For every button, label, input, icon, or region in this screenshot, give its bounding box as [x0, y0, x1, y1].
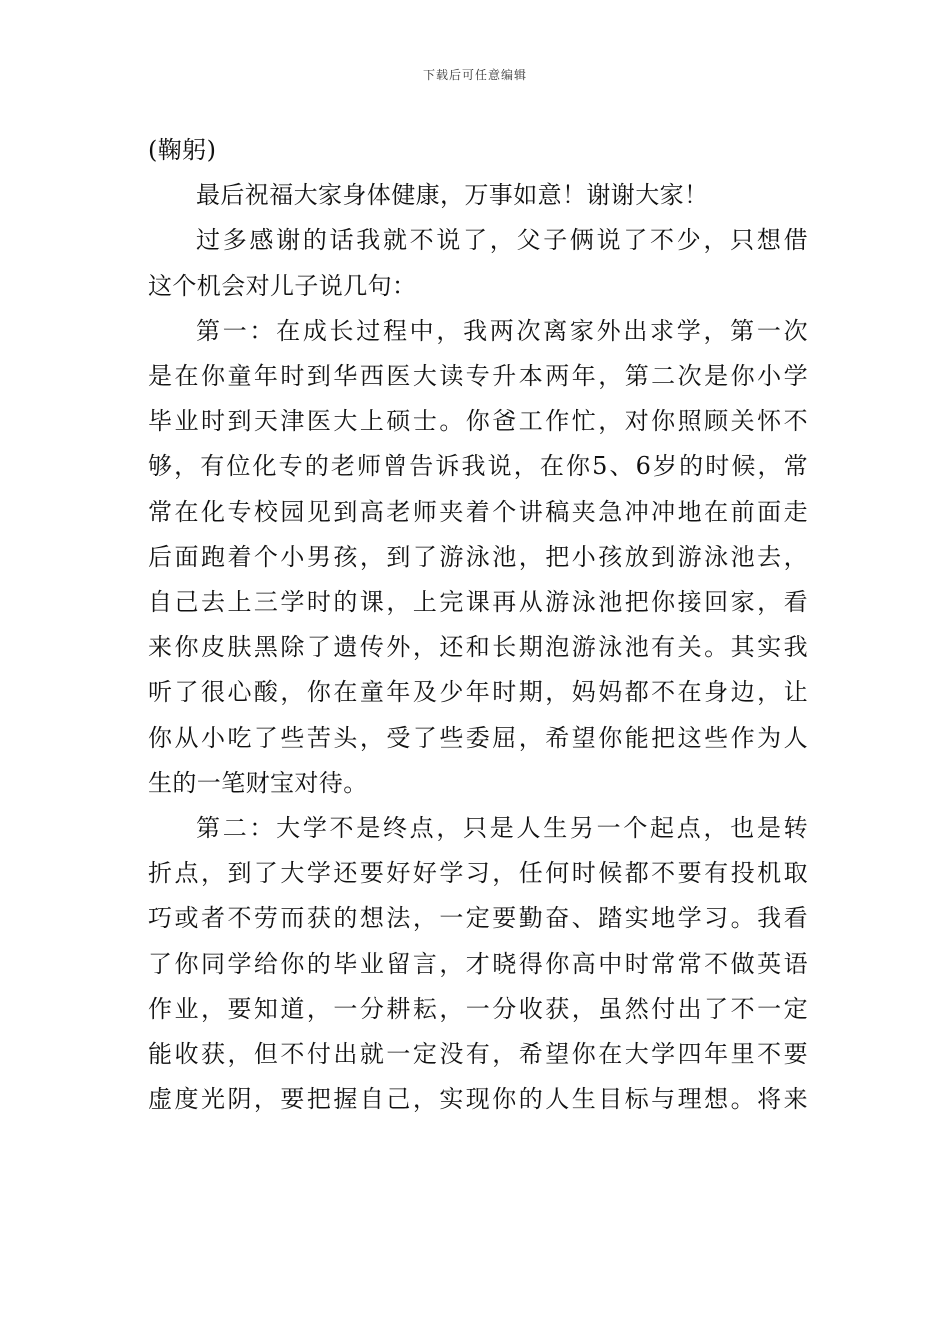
document-body [148, 128, 808, 1122]
text-line: (鞠躬) [148, 136, 217, 164]
page-header: 下载后可任意编辑 [422, 68, 527, 82]
text-line: 最后祝福大家身体健康，万事如意！谢谢大家！ [196, 181, 709, 210]
text-line: 第二：大学不是终点，只是人生另一个起点，也是转 [196, 814, 808, 843]
text-line: 自己去上三学时的课，上完课再从游泳池把你接回家，看 [148, 588, 808, 617]
text-line: 了你同学给你的毕业留言，才晓得你高中时常常不做英语 [148, 949, 808, 978]
text-line: 巧或者不劳而获的想法，一定要勤奋、踏实地学习。我看 [148, 904, 808, 933]
text-line: 生的一笔财宝对待。 [148, 768, 368, 797]
text-line: 虚度光阴，要把握自己，实现你的人生目标与理想。将来 [148, 1085, 808, 1114]
text-line: 能收获，但不付出就一定没有，希望你在大学四年里不要 [148, 1040, 808, 1069]
text-line: 过多感谢的话我就不说了，父子俩说了不少，只想借 [196, 226, 808, 255]
text-line: 作业，要知道，一分耕耘，一分收获，虽然付出了不一定 [148, 994, 808, 1023]
text-line: 听了很心酸，你在童年及少年时期，妈妈都不在身边，让 [148, 678, 808, 707]
text-line: 这个机会对儿子说几句： [148, 271, 417, 300]
text-line: 折点，到了大学还要好好学习，任何时候都不要有投机取 [148, 859, 808, 888]
text-line: 第一：在成长过程中，我两次离家外出求学，第一次 [196, 316, 808, 345]
text-line: 来你皮肤黑除了遗传外，还和长期泡游泳池有关。其实我 [148, 633, 808, 662]
text-line: 够，有位化专的老师曾告诉我说，在你5、6岁的时候，常 [148, 452, 808, 481]
text-line: 是在你童年时到华西医大读专升本两年，第二次是你小学 [148, 362, 808, 391]
paragraph-first-point [148, 309, 808, 806]
text-line: 常在化专校园见到高老师夹着个讲稿夹急冲冲地在前面走 [148, 497, 808, 526]
paragraph-closing-wishes [148, 173, 808, 218]
text-line: 毕业时到天津医大上硕士。你爸工作忙，对你照顾关怀不 [148, 407, 808, 436]
paragraph-bow [148, 128, 808, 173]
paragraph-intro-to-son [148, 218, 808, 308]
paragraph-second-point [148, 806, 808, 1122]
text-line: 你从小吃了些苦头，受了些委屈，希望你能把这些作为人 [148, 723, 808, 752]
text-line: 后面跑着个小男孩，到了游泳池，把小孩放到游泳池去， [148, 542, 808, 571]
